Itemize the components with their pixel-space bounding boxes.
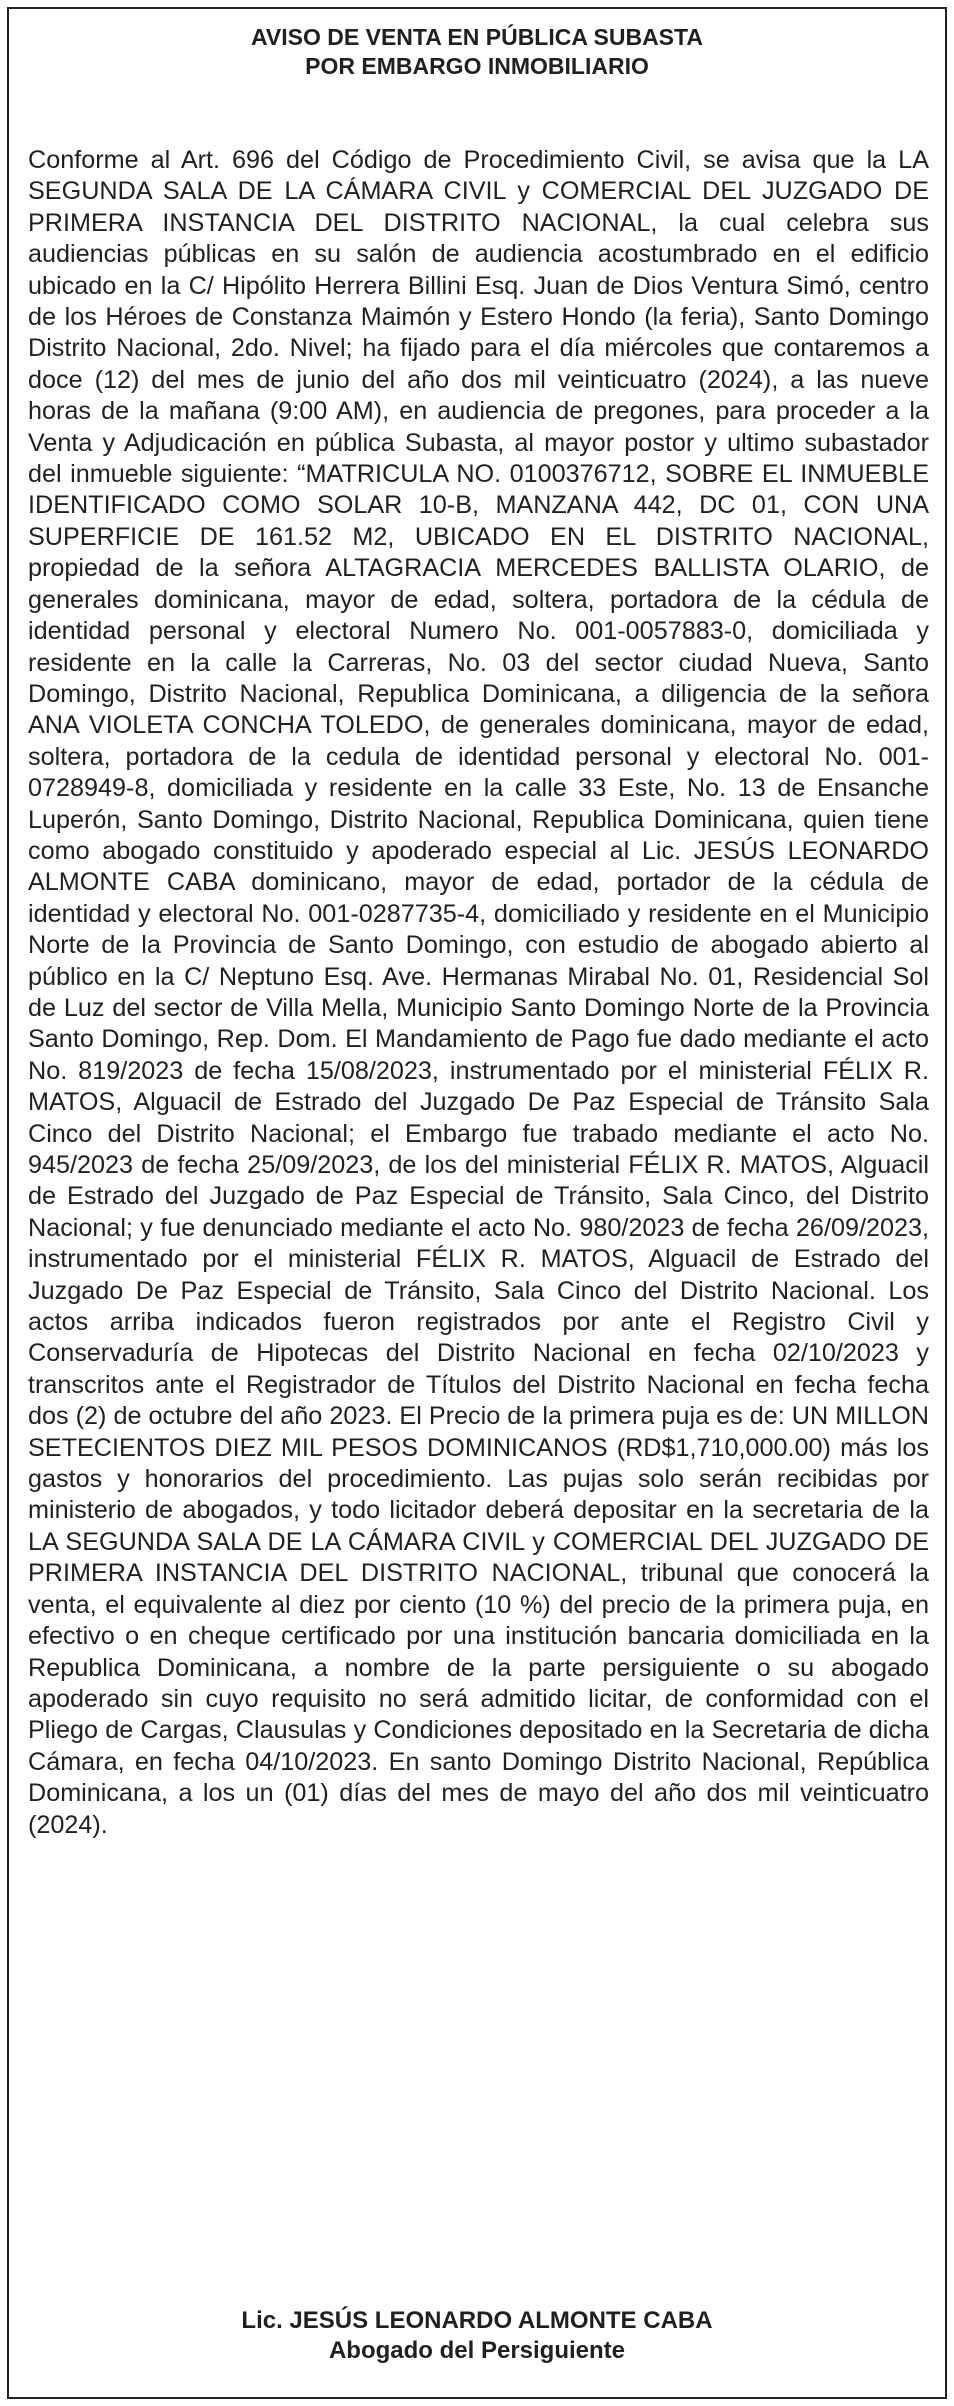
legal-notice	[7, 7, 947, 2399]
signature-name: Lic. JESÚS LEONARDO ALMONTE CABA	[241, 2307, 713, 2334]
signature-role: Abogado del Persiguiente	[328, 2337, 626, 2364]
notice-title-line-1: AVISO DE VENTA EN PÚBLICA SUBASTA	[251, 24, 703, 50]
notice-title	[9, 23, 945, 81]
signature-block	[9, 2306, 945, 2366]
notice-body: Conforme al Art. 696 del Código de Procedimiento Civil, se avisa que la LA SEGUNDA SALA DE LA CÁMARA CIVIL y COMERCIAL DEL JUZGADO DE PRIMERA INSTANCIA DEL DISTRITO NACIONAL, la cual celebra sus audiencias públicas en su salón de audiencia acostumbrado en el edificio ubicado en la C/ Hipólito Herrera Billini Esq. Juan de Dios Ventura Simó, centro de los Héroes de Constanza Maimón y Estero Hondo (la feria), Santo Domingo Distrito Nacional, 2do. Nivel; ha fijado para el día miércoles que contaremos a doce (12) del mes de junio del año dos mil veinticuatro (2024), a las nueve horas de la mañana (9:00 AM), en audiencia de pregones, para proceder a la Venta y Adjudicación en pública Subasta, al mayor postor y ultimo subastador del inmueble siguiente: “MATRICULA NO. 0100376712, SOBRE EL INMUEBLE IDENTIFICADO COMO SOLAR 10-B, MANZANA 442, DC 01, CON UNA SUPERFICIE DE 161.52 M2, UBICADO EN EL DISTRITO NACIONAL, propiedad de la señora ALTAGRACIA MERCEDES BALLISTA OLARIO, de generales dominicana, mayor de edad, soltera, portadora de la cédula de identidad personal y electoral Numero No. 001-0057883-0, domiciliada y residente en la calle la Carreras, No. 03 del sector ciudad Nueva, Santo Domingo, Distrito Nacional, Republica Dominicana, a diligencia de la señora ANA VIOLETA CONCHA TOLEDO, de generales dominicana, mayor de edad, soltera, portadora de la cedula de identidad personal y electoral No. 001-0728949-8, domiciliada y residente en la calle 33 Este, No. 13 de Ensanche Luperón, Santo Domingo, Distrito Nacional, Republica Dominicana, quien tiene como abogado constituido y apoderado especial al Lic. JESÚS LEONARDO ALMONTE CABA dominicano, mayor de edad, portador de la cédula de identidad y electoral No. 001-0287735-4, domiciliado y residente en el Municipio Norte de la Provincia de Santo Domingo, con estudio de abogado abierto al público en la C/ Neptuno Esq. Ave. Hermanas Mirabal No. 01, Residencial Sol de Luz del sector de Villa Mella, Municipio Santo Domingo Norte de la Provincia Santo Domingo, Rep. Dom. El Mandamiento de Pago fue dado mediante el acto No. 819/2023 de fecha 15/08/2023, instrumentado por el ministerial FÉLIX R. MATOS, Alguacil de Estrado del Juzgado De Paz Especial de Tránsito Sala Cinco del Distrito Nacional; el Embargo fue trabado mediante el acto No. 945/2023 de fecha 25/09/2023, de los del ministerial FÉLIX R. MATOS, Alguacil de Estrado del Juzgado de Paz Especial de Tránsito, Sala Cinco, del Distrito Nacional; y fue denunciado mediante el acto No. 980/2023 de fecha 26/09/2023, instrumentado por el ministerial FÉLIX R. MATOS, Alguacil de Estrado del Juzgado De Paz Especial de Tránsito, Sala Cinco del Distrito Nacional. Los actos arriba indicados fueron registrados por ante el Registro Civil y Conservaduría de Hipotecas del Distrito Nacional en fecha 02/10/2023 y transcritos ante el Registrador de Títulos del Distrito Nacional en fecha fecha dos (2) de octubre del año 2023. El Precio de la primera puja es de: UN MILLON SETECIENTOS DIEZ MIL PESOS DOMINICANOS (RD$1,710,000.00) más los gastos y honorarios del procedimiento. Las pujas solo serán recibidas por ministerio de abogados, y todo licitador deberá depositar en la secretaria de la LA SEGUNDA SALA DE LA CÁMARA CIVIL y COMERCIAL DEL JUZGADO DE PRIMERA INSTANCIA DEL DISTRITO NACIONAL, tribunal que conocerá la venta, el equivalente al diez por ciento (10 %) del precio de la primera puja, en efectivo o en cheque certificado por una institución bancaria domiciliada en la Republica Dominicana, a nombre de la parte persiguiente o su abogado apoderado sin cuyo requisito no será admitido licitar, de conformidad con el Pliego de Cargas, Clausulas y Condiciones depositado en la Secretaria de dicha Cámara, en fecha 04/10/2023. En santo Domingo Distrito Nacional, República Dominicana, a los un (01) días del mes de mayo del año dos mil veinticuatro (2024).	[28, 146, 929, 1839]
notice-title-line-2: POR EMBARGO INMOBILIARIO	[305, 53, 649, 79]
